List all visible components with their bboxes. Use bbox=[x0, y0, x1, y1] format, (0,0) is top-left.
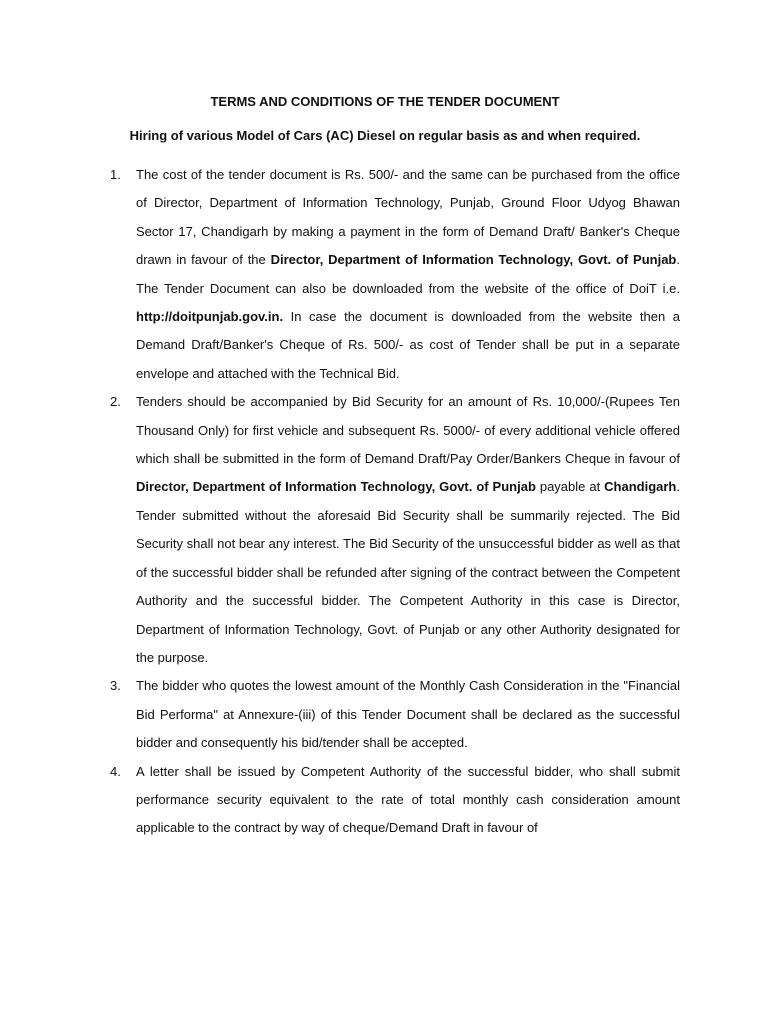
clause-4 bbox=[110, 758, 680, 843]
clause-text: Tenders should be accompanied by Bid Security for an amount of Rs. 10,000/-(Rupees Ten Thousand Only) for first vehicle and subsequent Rs. 5000/- of every additional vehicle offered which shall be submitted in the form of Demand Draft/Pay Order/Bankers Cheque in favour of bbox=[136, 394, 680, 467]
clause-text: . The Tender Document can also be downloaded from the website of the office of DoiT i.e. bbox=[136, 252, 680, 296]
clause-bold-text: Director, Department of Information Technology, Govt. of Punjab bbox=[270, 252, 677, 268]
clause-bold-text: Chandigarh bbox=[604, 479, 677, 495]
document-subtitle: Hiring of various Model of Cars (AC) Diesel on regular basis as and when required. bbox=[129, 128, 641, 143]
clause-text: The cost of the tender document is Rs. 500/- and the same can be purchased from the office of Director, Department of Information Technology, Punjab, Ground Floor Udyog Bhawan Sector 17, Chandigarh by making a payment in the form of Demand Draft/ Banker's Cheque drawn in favour of the bbox=[136, 167, 680, 268]
clause-text: payable at bbox=[535, 479, 605, 495]
clause-number: 3. bbox=[110, 678, 121, 694]
clause-text: A letter shall be issued by Competent Authority of the successful bidder, who shall submit performance security equivalent to the rate of total monthly cash consideration amount applicable to the contract by way of cheque/Demand Draft in favour of bbox=[136, 763, 680, 836]
clause-text: . Tender submitted without the aforesaid Bid Security shall be summarily rejected. The Bid Security shall not bear any interest. The Bid Security of the unsuccessful bidder as well as that of the successful bidder shall be refunded after signing of the contract between the Competent Authority and the successful bidder. The Competent Authority in this case is Director, Department of Information Technology, Govt. of Punjab or any other Authority designated for the purpose. bbox=[136, 479, 680, 665]
clause-list bbox=[110, 161, 680, 843]
clause-1 bbox=[110, 161, 680, 388]
document-title: TERMS AND CONDITIONS OF THE TENDER DOCUMENT bbox=[210, 94, 560, 109]
clause-3 bbox=[110, 672, 680, 757]
clause-2 bbox=[110, 388, 680, 672]
clause-text: In case the document is downloaded from the website then a Demand Draft/Banker's Cheque of Rs. 500/- as cost of Tender shall be put in a separate envelope and attached with the Technical Bid. bbox=[136, 309, 680, 381]
clause-number: 4. bbox=[110, 763, 121, 779]
clause-bold-text: Director, Department of Information Technology, Govt. of Punjab bbox=[136, 479, 536, 495]
clause-number: 2. bbox=[110, 394, 121, 410]
website-link-text: http://doitpunjab.gov.in. bbox=[136, 309, 284, 325]
clause-text: The bidder who quotes the lowest amount of the Monthly Cash Consideration in the "Financial Bid Performa" at Annexure-(iii) of this Tender Document shall be declared as the successful bidder and consequently his bid/tender shall be accepted. bbox=[136, 678, 680, 751]
clause-number: 1. bbox=[110, 167, 121, 182]
